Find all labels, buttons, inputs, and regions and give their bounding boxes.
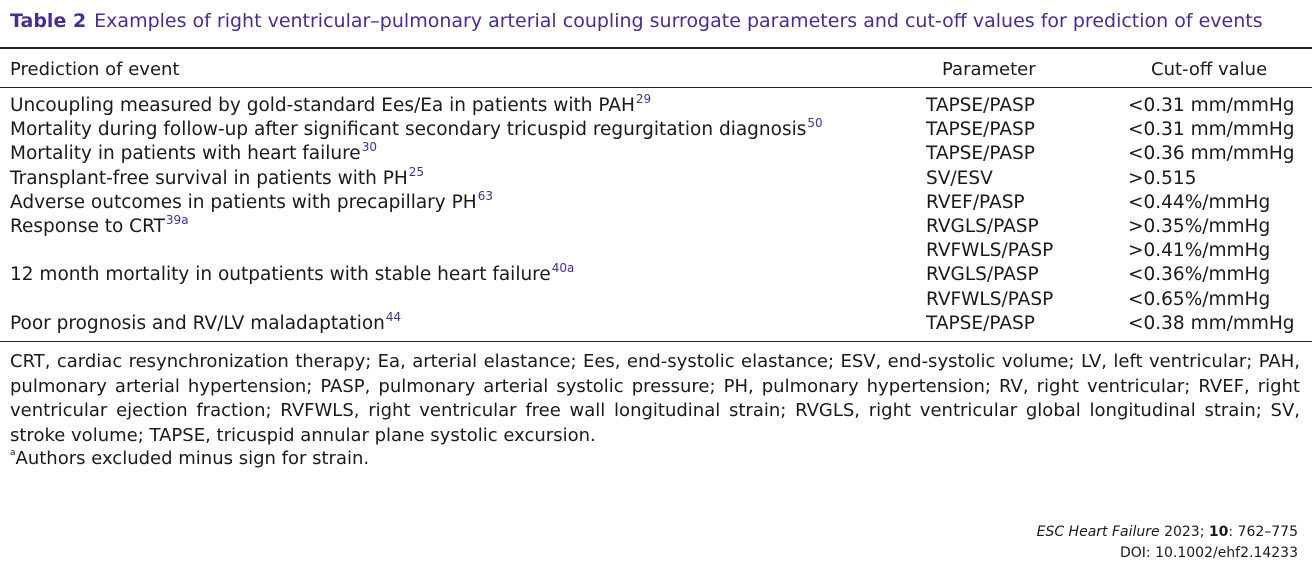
header-cutoff: Cut-off value bbox=[1151, 59, 1268, 80]
table-row bbox=[0, 118, 1312, 142]
journal-citation bbox=[1037, 524, 1298, 540]
note-mark: a bbox=[10, 448, 16, 458]
table-row bbox=[0, 212, 1312, 239]
parameter-cell: RVGLS/PASP bbox=[926, 264, 1039, 286]
table-row bbox=[0, 142, 1312, 166]
parameter-cell: RVFWLS/PASP bbox=[926, 288, 1054, 310]
event-cell bbox=[10, 309, 402, 337]
table-row bbox=[0, 309, 1312, 336]
header-prediction: Prediction of event bbox=[10, 59, 180, 80]
reference-superscript: 40a bbox=[551, 261, 575, 276]
parameter-cell: TAPSE/PASP bbox=[926, 95, 1035, 116]
strain-note bbox=[10, 448, 369, 469]
cutoff-cell: <0.36 mm/mmHg bbox=[1128, 143, 1295, 165]
event-text: Transplant-free survival in patients with PH bbox=[10, 167, 408, 189]
header-parameter: Parameter bbox=[942, 59, 1036, 80]
reference-superscript: 29 bbox=[635, 92, 652, 106]
table-label: Table 2 bbox=[10, 10, 87, 32]
cutoff-cell: <0.31 mm/mmHg bbox=[1128, 95, 1295, 116]
table-row bbox=[0, 94, 1312, 118]
cutoff-cell: <0.31 mm/mmHg bbox=[1128, 119, 1295, 141]
parameter-cell: TAPSE/PASP bbox=[926, 143, 1035, 165]
event-cell bbox=[10, 212, 189, 240]
event-cell bbox=[10, 164, 425, 192]
table-row bbox=[0, 263, 1312, 287]
event-cell bbox=[10, 263, 574, 288]
event-cell bbox=[10, 142, 377, 167]
table-title: Examples of right ventricular–pulmonary arterial coupling surrogate parameters and cut-off values for prediction of events bbox=[94, 10, 1263, 32]
table-body bbox=[0, 94, 1312, 336]
bottom-rule bbox=[0, 341, 1312, 342]
cutoff-cell: >0.41%/mmHg bbox=[1128, 240, 1271, 262]
event-text: 12 month mortality in outpatients with stable heart failure bbox=[10, 264, 551, 286]
reference-superscript: 30 bbox=[361, 140, 377, 155]
event-cell bbox=[10, 239, 11, 264]
top-rule bbox=[0, 47, 1312, 49]
event-text: Uncoupling measured by gold-standard Ees/Ea in patients with PAH bbox=[10, 95, 635, 116]
event-text: Poor prognosis and RV/LV maladaptation bbox=[10, 312, 385, 334]
doi: DOI: 10.1002/ehf2.14233 bbox=[1119, 545, 1298, 561]
table-row bbox=[0, 164, 1312, 191]
reference-superscript: 25 bbox=[408, 164, 425, 179]
parameter-cell: TAPSE/PASP bbox=[926, 312, 1035, 334]
cutoff-cell: >0.515 bbox=[1128, 167, 1197, 189]
reference-superscript: 39a bbox=[165, 212, 189, 227]
journal-name: ESC Heart Failure bbox=[1036, 524, 1160, 540]
table-caption bbox=[10, 10, 1305, 32]
event-cell bbox=[10, 288, 11, 313]
event-text: Adverse outcomes in patients with precapillary PH bbox=[10, 191, 477, 213]
parameter-cell: RVFWLS/PASP bbox=[926, 240, 1054, 262]
table-row bbox=[0, 188, 1312, 215]
reference-superscript: 50 bbox=[807, 116, 823, 131]
parameter-cell: SV/ESV bbox=[926, 167, 993, 189]
journal-volume: 10 bbox=[1208, 524, 1229, 540]
parameter-cell: RVEF/PASP bbox=[926, 191, 1025, 213]
journal-pages: : 762–775 bbox=[1228, 524, 1298, 540]
note-text: Authors excluded minus sign for strain. bbox=[15, 448, 370, 469]
event-text: Response to CRT bbox=[10, 215, 165, 237]
journal-year: 2023; bbox=[1164, 524, 1205, 540]
cutoff-cell: >0.35%/mmHg bbox=[1128, 215, 1271, 237]
abbreviations-footnote: CRT, cardiac resynchronization therapy; Ea, arterial elastance; Ees, end-systolic elastance; ESV, end-systolic volume; LV, left ventricular; PAH, pulmonary arterial hypertension; PASP, pulmonary arterial systolic pressure; PH, pulmonary hypertension; RV, right ventricular; RVEF, right ventricular ejection fraction; RVFWLS, right ventricular free wall longitudinal strain; RVGLS, right ventricular global longitudinal strain; SV, stroke volume; TAPSE, tricuspid annular plane systolic excursion. bbox=[10, 351, 1300, 446]
event-text: Mortality in patients with heart failure bbox=[10, 143, 361, 165]
cutoff-cell: <0.36%/mmHg bbox=[1128, 264, 1271, 286]
event-text: Mortality during follow-up after significant secondary tricuspid regurgitation diagnosis bbox=[10, 119, 807, 141]
cutoff-cell: <0.44%/mmHg bbox=[1128, 191, 1271, 213]
parameter-cell: RVGLS/PASP bbox=[926, 215, 1039, 237]
cutoff-cell: <0.38 mm/mmHg bbox=[1128, 312, 1295, 334]
event-cell bbox=[10, 118, 823, 143]
event-cell bbox=[10, 94, 651, 119]
cutoff-cell: <0.65%/mmHg bbox=[1128, 288, 1271, 310]
reference-superscript: 44 bbox=[385, 309, 402, 324]
table-row bbox=[0, 239, 1312, 263]
table-row bbox=[0, 288, 1312, 312]
parameter-cell: TAPSE/PASP bbox=[926, 119, 1035, 141]
header-rule bbox=[0, 87, 1312, 88]
event-cell bbox=[10, 188, 493, 216]
reference-superscript: 63 bbox=[477, 188, 493, 203]
